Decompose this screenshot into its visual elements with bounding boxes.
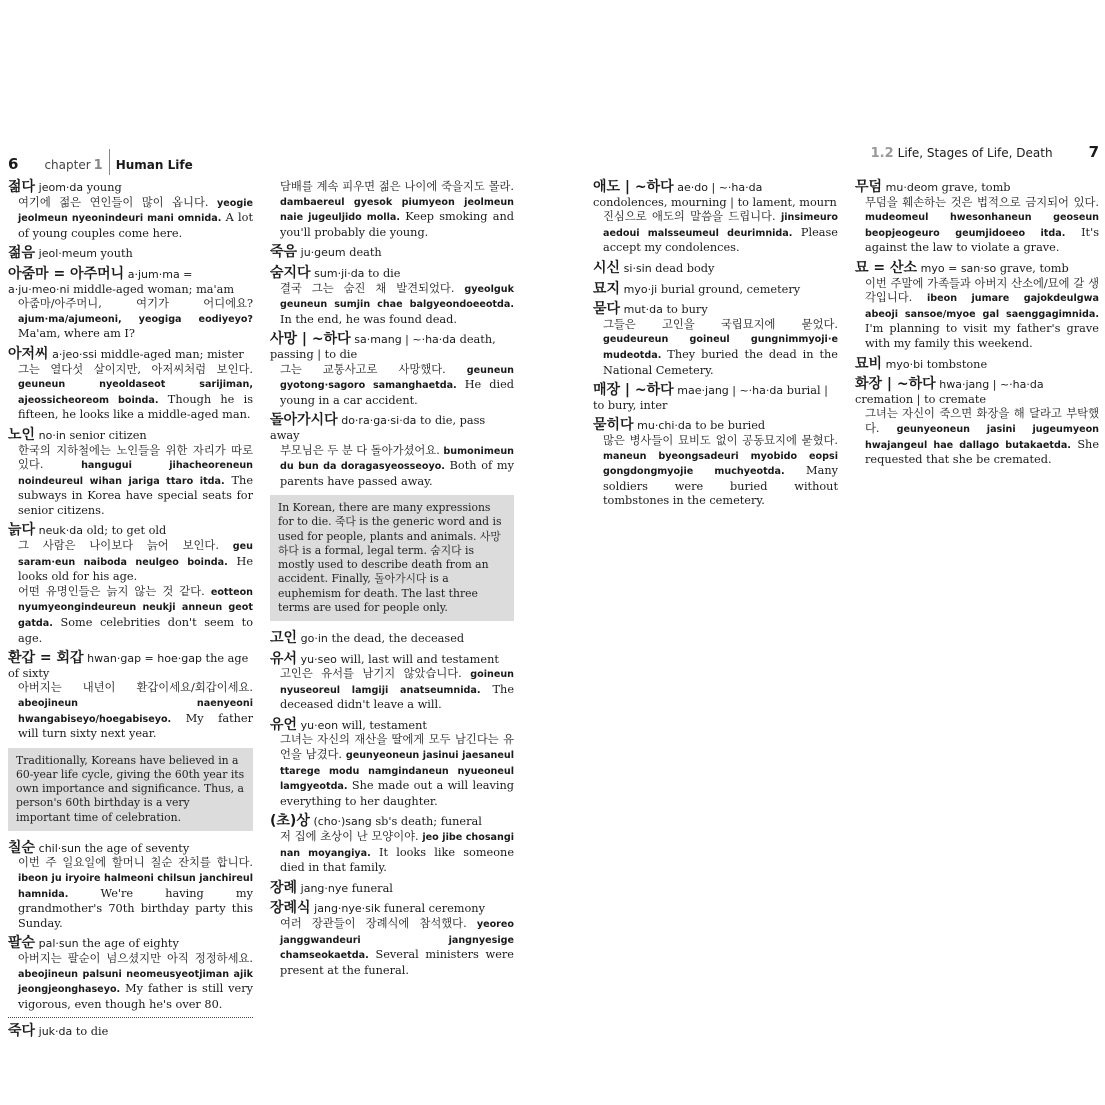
- korean-example: 무덤을 훼손하는 것은 법적으로 금지되어 있다.: [865, 195, 1099, 209]
- example-romanization: maneun byeongsadeuri myobido eopsi gongdongmyojie muchyeotda.: [603, 450, 838, 478]
- entries-group: [8, 180, 253, 742]
- dictionary-entry: [593, 261, 838, 277]
- headword: 늙다: [8, 522, 36, 539]
- example: [18, 856, 253, 931]
- romanization: go·in: [300, 631, 328, 645]
- headword: 애도 | ~하다: [593, 179, 674, 195]
- korean-example: 저 집에 초상이 난 모양이야.: [280, 830, 419, 844]
- entry-head: [270, 332, 514, 362]
- romanization: ju·geum: [300, 246, 346, 260]
- example: [280, 282, 514, 328]
- example: [18, 297, 253, 342]
- romanization: pal·sun: [38, 937, 79, 951]
- example-romanization: ibeon ju iryoire halmeoni chilsun janchireul hamnida.: [18, 872, 253, 900]
- entry-head: [270, 814, 514, 830]
- korean-example: 이번 주말에 가족들과 아버지 산소에/묘에 갈 생각입니다.: [865, 276, 1099, 305]
- dictionary-entry: [270, 718, 514, 810]
- gloss: to be buried: [695, 419, 766, 433]
- dictionary-entry: [8, 428, 253, 519]
- headword: 사망 | ~하다: [270, 331, 351, 348]
- example-translation: Though he is fifteen, he looks like a middle-aged man.: [18, 392, 253, 422]
- gloss: to bury: [666, 303, 708, 317]
- romanization: jang·nye: [300, 881, 349, 895]
- headword: 묘비: [855, 355, 883, 372]
- entries-group: [270, 245, 514, 489]
- headword: 숨지다: [270, 264, 311, 281]
- korean-example: 많은 병사들이 묘비도 없이 공동묘지에 묻혔다.: [603, 433, 838, 447]
- romanization: mu·deom: [885, 181, 939, 194]
- example: [603, 434, 838, 509]
- example-romanization: geuneun gyotong·sagoro samanghaetda.: [280, 364, 514, 392]
- example-translation: My father is still very vigorous, even though he's over 80.: [18, 982, 253, 1011]
- korean-example: 그는 열다섯 살이지만, 아저씨처럼 보인다.: [18, 362, 253, 376]
- korean-example: 어떤 유명인들은 늙지 않는 것 같다.: [18, 584, 205, 598]
- left-page-header: [8, 143, 193, 173]
- chapter-label: chapter 1: [44, 158, 103, 173]
- korean-example: 그녀는 자신의 재산을 딸에게 모두 남긴다는 유언을 남겼다.: [280, 733, 514, 762]
- gloss: middle-aged woman; ma'am: [73, 282, 235, 296]
- example-translation: It's against the law to violate a grave.: [865, 225, 1099, 255]
- chapter-title: Human Life: [115, 158, 193, 172]
- example-translation: The subways in Korea have special seats for senior citizens.: [18, 473, 254, 517]
- gloss: burial ground, cemetery: [660, 282, 801, 296]
- dictionary-entry: [8, 1024, 253, 1040]
- example-translation: She requested that she be cremated.: [865, 437, 1100, 467]
- dictionary-entry: [855, 357, 1099, 373]
- example-translation: She made out a will leaving everything to her daughter.: [280, 779, 514, 808]
- example-romanization: ibeon jumare gajokdeulgwa abeoji sansoe/myoe gal saenggagimnida.: [865, 293, 1100, 320]
- example-romanization: geunyeoneun jasinui jaesaneul ttarege modu namgindaneun nyueoneul lamgyeotda.: [280, 750, 515, 793]
- entries-group: [8, 841, 253, 1013]
- headword: 장례식: [270, 900, 311, 917]
- example: [280, 830, 514, 876]
- dictionary-entry: [8, 347, 253, 423]
- entry-head: [855, 357, 1099, 373]
- gloss: will, last will and testament: [340, 652, 499, 666]
- entry-head: [855, 377, 1099, 407]
- example-translation: Many soldiers were buried without tombstones in the cemetery.: [603, 464, 838, 508]
- headword: 죽음: [270, 244, 298, 261]
- gloss: funeral: [351, 881, 393, 895]
- korean-example: 그는 교통사고로 사망했다.: [280, 362, 446, 376]
- gloss: to die, pass away: [270, 414, 486, 442]
- gloss: middle-aged man; mister: [100, 347, 244, 361]
- headword: 유언: [270, 716, 298, 733]
- example-translation: Keep smoking and you'll probably die young.: [280, 210, 514, 239]
- romanization: jeom·da: [38, 181, 84, 194]
- example-translation: We're having my grandmother's 70th birthday party this Sunday.: [18, 886, 253, 930]
- romanization: neuk·da: [38, 524, 83, 538]
- entries-group: [593, 180, 838, 509]
- entry-head: [855, 261, 1099, 277]
- entry-head: [8, 841, 253, 857]
- entry-head: [8, 936, 253, 952]
- korean-example: 그 사람은 나이보다 늙어 보인다.: [18, 539, 219, 553]
- korean-example: 이번 주 일요일에 할머니 칠순 잔치를 합니다.: [18, 856, 253, 870]
- headword: 묻다: [593, 301, 621, 318]
- korean-example: 결국 그는 숨진 채 발견되었다.: [280, 281, 455, 295]
- korean-example: 아버지는 팔순이 넘으셨지만 아직 정정하세요.: [18, 951, 253, 965]
- section-title: Life, Stages of Life, Death: [897, 146, 1053, 160]
- dictionary-entry: [270, 266, 514, 327]
- column-2: [270, 180, 514, 983]
- gloss: the age of sixty: [8, 652, 249, 680]
- headword: 죽다: [8, 1023, 36, 1040]
- romanization: mae·jang | ~·ha·da: [677, 384, 784, 398]
- example: [280, 733, 514, 809]
- example: [18, 444, 253, 519]
- korean-example: 부모님은 두 분 다 돌아가셨어요.: [280, 443, 440, 457]
- example-romanization: eotteon nyumyeongindeureun neukji anneun geot gatda.: [18, 586, 254, 630]
- dictionary-entry: [593, 302, 838, 378]
- gloss: the dead, the deceased: [331, 631, 465, 645]
- gloss: to die: [368, 266, 401, 280]
- romanization: myo = san·so: [920, 261, 997, 275]
- example-translation: A lot of young couples come here.: [18, 211, 253, 240]
- dictionary-entry: [8, 246, 253, 262]
- dictionary-entry: [270, 631, 514, 647]
- gloss: dead body: [655, 261, 715, 275]
- example-translation: Please accept my condolences.: [603, 225, 838, 255]
- gloss: youth: [100, 247, 133, 261]
- romanization: yu·eon: [300, 718, 339, 732]
- right-page-header: [871, 143, 1099, 161]
- korean-example: 한국의 지하철에는 노인들을 위한 자리가 따로 있다.: [18, 443, 253, 472]
- example-translation: He died young in a car accident.: [280, 378, 515, 407]
- header-divider: [109, 149, 110, 175]
- note-box-to-die: In Korean, there are many expressions for to die. 죽다 is the generic word and is used for people, plants and animals. 사망하다 is a formal, legal term. 숨지다 is mostly used to describe death from an accident. Finally, 돌아가시다 is a euphemism for death. The last three terms are used for people only.: [270, 495, 514, 621]
- column-4: [855, 180, 1099, 473]
- headword: 유서: [270, 650, 298, 667]
- example: [280, 363, 514, 409]
- romanization: no·in: [38, 428, 66, 442]
- dictionary-entry: [593, 282, 838, 298]
- gloss: the age of eighty: [82, 937, 179, 951]
- entry-head: [593, 302, 838, 318]
- headword: 매장 | ~하다: [593, 382, 674, 399]
- korean-example: 아줌마/아주머니, 여기가 어디에요?: [18, 297, 253, 311]
- dictionary-entry: [593, 383, 838, 413]
- dictionary-entry: [270, 814, 514, 875]
- gloss: condolences, mourning | to lament, mourn: [593, 195, 837, 209]
- entry-head: [593, 180, 838, 210]
- example-translation: Some celebrities don't seem to age.: [18, 616, 254, 645]
- example: [280, 917, 514, 978]
- example: [865, 277, 1099, 352]
- romanization: si·sin: [623, 261, 652, 275]
- entry-head: [8, 347, 253, 363]
- dictionary-entry: [855, 261, 1099, 352]
- dictionary-entry: [855, 377, 1099, 468]
- entry-head: [270, 881, 514, 897]
- gloss: young: [86, 181, 122, 194]
- entries-group: [855, 180, 1099, 468]
- example-translation: Both of my parents have passed away.: [280, 459, 514, 488]
- romanization: sa·mang | ~·ha·da: [354, 333, 457, 347]
- korean-example: 진심으로 애도의 말씀을 드립니다.: [603, 210, 776, 224]
- romanization: mut·da: [623, 303, 663, 317]
- example-translation: Several ministers were present at the funeral.: [280, 948, 514, 977]
- dictionary-entry: [270, 652, 514, 713]
- example-romanization: jinsimeuro aedoui malsseumeul deurimnida.: [603, 212, 838, 239]
- gloss: death, passing | to die: [270, 333, 496, 361]
- entry-head: [270, 413, 514, 443]
- example-romanization: abeojineun palsuni neomeusyeotjiman ajik jeongjeonghaseyo.: [18, 968, 253, 996]
- entry-head: [270, 652, 514, 668]
- headword: 환갑 = 회갑: [8, 650, 84, 667]
- entry-head: [8, 523, 253, 539]
- entry-head: [593, 418, 838, 434]
- headword: 묘지: [593, 280, 621, 297]
- gloss: burial | to bury, inter: [593, 384, 828, 412]
- gloss: sb's death; funeral: [375, 815, 482, 829]
- entry-head: [593, 261, 838, 277]
- entry-head: [8, 651, 253, 681]
- example-translation: It looks like someone died in that family.: [280, 845, 515, 875]
- romanization: a·jum·ma = a·ju·meo·ni: [8, 267, 193, 296]
- dictionary-entry: [8, 523, 253, 646]
- entry-head: [270, 245, 514, 261]
- romanization: sum·ji·da: [314, 266, 365, 280]
- example-romanization: bumonimeun du bun da doragasyeosseoyo.: [280, 445, 514, 473]
- left-page-number: 6: [8, 155, 19, 173]
- example: [18, 681, 253, 741]
- romanization: yu·seo: [300, 652, 337, 666]
- headword: 노인: [8, 426, 36, 443]
- headword: 고인: [270, 629, 298, 646]
- example: [18, 196, 253, 242]
- example: [865, 196, 1099, 256]
- headword: 장례: [270, 879, 298, 896]
- romanization: jeol·meum: [38, 247, 97, 261]
- dictionary-entry: [8, 651, 253, 742]
- korean-example: 여기에 젊은 연인들이 많이 옵니다.: [18, 195, 209, 209]
- korean-example: 담배를 계속 피우면 젊은 나이에 죽을지도 몰라.: [280, 180, 514, 193]
- dictionary-entry: [270, 901, 514, 978]
- headword: 아저씨: [8, 345, 49, 362]
- gloss: to die: [75, 1025, 109, 1039]
- romanization: jang·nye·sik: [314, 902, 381, 916]
- romanization: a·jeo·ssi: [52, 347, 97, 361]
- column-3: [593, 180, 838, 514]
- gloss: will, testament: [341, 718, 427, 732]
- korean-example: 아버지는 내년이 환갑이세요/회갑이세요.: [18, 681, 253, 695]
- example-translation: Ma'am, where am I?: [18, 327, 135, 341]
- example-romanization: ajum·ma/ajumeoni, yeogiga eodiyeyo?: [18, 313, 253, 325]
- gloss: death: [349, 246, 382, 260]
- example-romanization: geuneun nyeoldaseot sarijiman, ajeossicheoreom boinda.: [18, 379, 253, 406]
- entry-head: [855, 180, 1099, 196]
- example-continued: [280, 180, 514, 240]
- dictionary-entry: [270, 332, 514, 408]
- romanization: myo·ji: [623, 282, 658, 296]
- example-translation: The deceased didn't leave a will.: [280, 682, 515, 712]
- romanization: myo·bi: [885, 357, 924, 371]
- headword: 묻히다: [593, 417, 634, 434]
- headword: 시신: [593, 259, 621, 276]
- example: [280, 667, 514, 713]
- dictionary-entry: [270, 413, 514, 489]
- headword: 돌아가시다: [270, 412, 338, 429]
- entry-head: [270, 266, 514, 282]
- dictionary-entry: [8, 267, 253, 342]
- entry-head: [8, 180, 253, 196]
- entry-head: [270, 631, 514, 647]
- section-number: 1.2: [870, 146, 894, 161]
- gloss: cremation | to cremate: [855, 392, 987, 406]
- romanization: chil·sun: [38, 841, 81, 855]
- example-translation: I'm planning to visit my father's grave with my family this weekend.: [865, 322, 1099, 350]
- right-page-number: 7: [1088, 143, 1099, 161]
- romanization: ae·do | ~·ha·da: [677, 181, 763, 194]
- headword: 젊다: [8, 179, 36, 195]
- note-box-sixty: Traditionally, Koreans have believed in a 60-year life cycle, giving the 60th year its own importance and significance. Thus, a person's 60th birthday is a very important time of celebration.: [8, 748, 253, 831]
- headword: 팔순: [8, 935, 36, 952]
- example-romanization: geunyeoneun jasini jugeumyeon hwajangeul hae dallago butakaetda.: [865, 423, 1099, 451]
- example: [603, 318, 838, 378]
- dotted-divider: [8, 1017, 253, 1018]
- dictionary-entry: [8, 180, 253, 241]
- dictionary-entry: [855, 180, 1099, 256]
- gloss: the age of seventy: [84, 841, 190, 855]
- example-romanization: yeogie jeolmeun nyeonindeuri mani omnida.: [18, 197, 253, 225]
- headword: (초)상: [270, 813, 310, 830]
- romanization: mu·chi·da: [637, 419, 692, 433]
- example: [18, 363, 253, 423]
- example-romanization: geudeureun goineul gungnimmyoji·e mudeotda.: [603, 334, 838, 361]
- example-translation: He looks old for his age.: [18, 554, 254, 584]
- example: [280, 444, 514, 490]
- gloss: old; to get old: [86, 524, 167, 538]
- gloss: grave, tomb: [999, 261, 1069, 275]
- romanization: do·ra·ga·si·da: [341, 414, 417, 428]
- gloss: tombstone: [926, 357, 988, 371]
- dictionary-entry: [270, 245, 514, 261]
- romanization: (cho·)sang: [313, 815, 372, 829]
- romanization: hwan·gap = hoe·gap: [87, 652, 202, 666]
- example: [18, 952, 253, 1012]
- example-romanization: mudeomeul hwesonhaneun geoseun beopjeogeuro geumjidoeeo itda.: [865, 212, 1099, 239]
- entry-head: [593, 383, 838, 413]
- gloss: funeral ceremony: [383, 902, 485, 916]
- example-romanization: geu saram·eun naiboda neulgeo boinda.: [18, 541, 254, 568]
- headword: 무덤: [855, 179, 883, 195]
- headword: 아줌마 = 아주머니: [8, 265, 125, 282]
- entry-head: [8, 428, 253, 444]
- example: [18, 585, 253, 646]
- example-romanization: dambaereul gyesok piumyeon jeolmeun naie jugeuljido molla.: [280, 196, 514, 224]
- headword: 젊음: [8, 245, 36, 262]
- example-romanization: goineun nyuseoreul lamgiji anatseumnida.: [280, 669, 514, 696]
- example-romanization: jeo jibe chosangi nan moyangiya.: [280, 832, 515, 859]
- korean-example: 그들은 고인을 국립묘지에 묻었다.: [603, 317, 838, 331]
- korean-example: 그녀는 자신이 죽으면 화장을 해 달라고 부탁했다.: [865, 407, 1099, 435]
- column-1: [8, 180, 253, 1045]
- example-romanization: abeojineun naenyeoni hwangabiseyo/hoegabiseyo.: [18, 698, 253, 725]
- romanization: juk·da: [38, 1025, 73, 1039]
- entry-head: [593, 282, 838, 298]
- entry-head: [270, 718, 514, 734]
- chapter-number: 1: [93, 158, 103, 173]
- gloss: grave, tomb: [941, 181, 1011, 194]
- dictionary-entry: [270, 881, 514, 897]
- example: [18, 539, 253, 585]
- entry-head: [8, 267, 253, 297]
- example-romanization: yeoreo janggwandeuri jangnyesige chamseokaetda.: [280, 919, 514, 962]
- entry-head: [8, 246, 253, 262]
- dictionary-entry: [8, 936, 253, 1012]
- example-romanization: hangugui jihacheoreneun noindeureul wihan jariga ttaro itda.: [18, 460, 253, 487]
- example-translation: My father will turn sixty next year.: [18, 711, 253, 741]
- headword: 화장 | ~하다: [855, 376, 936, 393]
- korean-example: 여러 장관들이 장례식에 참석했다.: [280, 917, 467, 930]
- headword: 칠순: [8, 839, 36, 856]
- dictionary-entry: [593, 418, 838, 509]
- example-translation: In the end, he was found dead.: [280, 312, 457, 326]
- headword: 묘 = 산소: [855, 259, 918, 276]
- entry-head: [270, 901, 514, 917]
- romanization: hwa·jang | ~·ha·da: [939, 378, 1044, 392]
- example: [865, 407, 1099, 467]
- entries-group: [270, 631, 514, 978]
- example-translation: They buried the dead in the National Cemetery.: [603, 347, 838, 377]
- example: [603, 210, 838, 256]
- dictionary-entry: [8, 841, 253, 932]
- korean-example: 고인은 유서를 남기지 않았습니다.: [280, 667, 462, 681]
- example-romanization: gyeolguk geuneun sumjin chae balgyeondoeeotda.: [280, 283, 515, 311]
- gloss: senior citizen: [69, 428, 147, 442]
- dictionary-entry: [593, 180, 838, 256]
